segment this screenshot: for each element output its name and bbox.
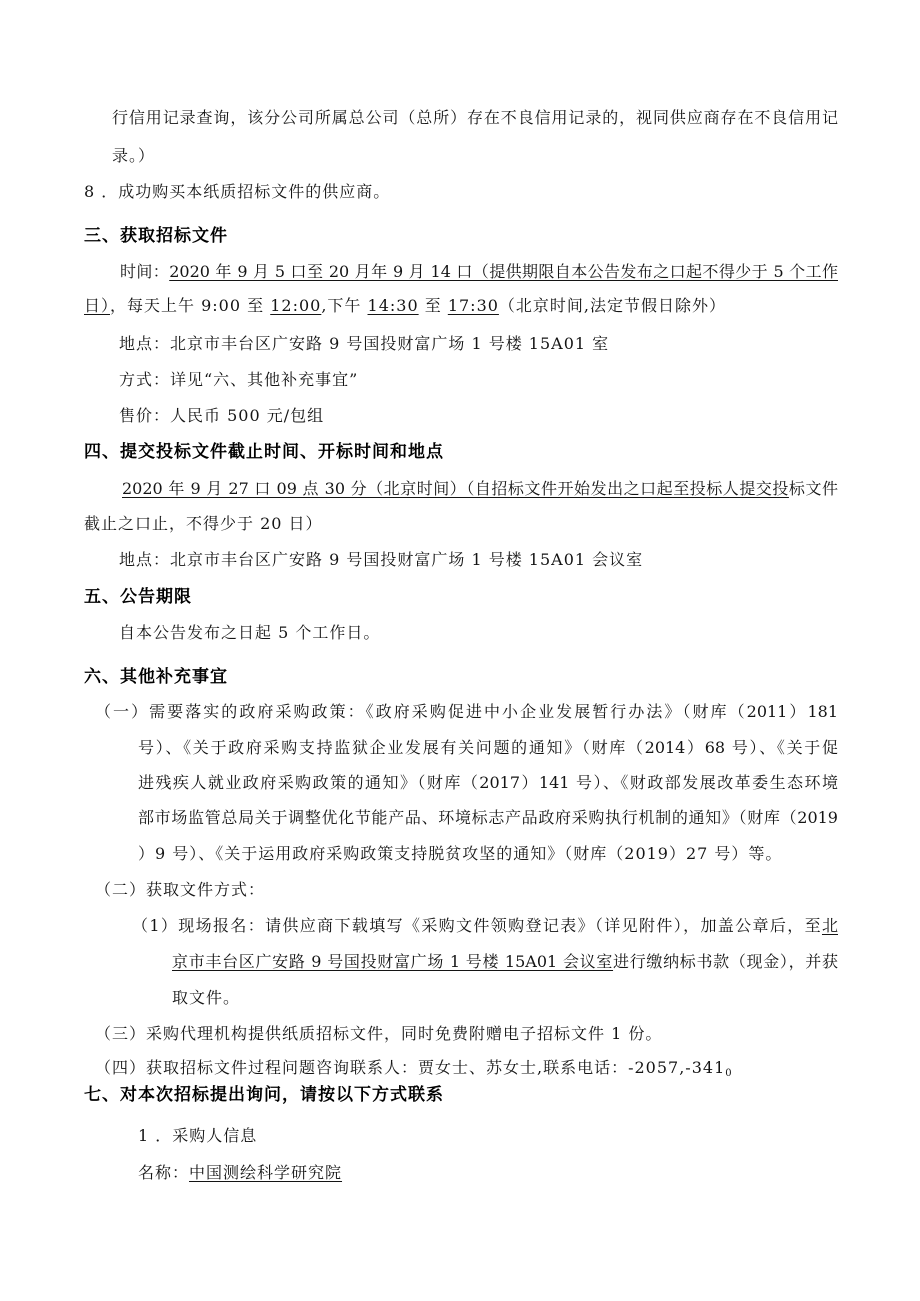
onsite-payment-text: 进行缴纳标书款（现金），并获	[613, 952, 838, 971]
acquisition-hours-line	[84, 294, 726, 318]
acquisition-mode-title: （二）获取文件方式：	[95, 880, 266, 899]
time-note: （北京时间,法定节假日除外）	[498, 296, 727, 315]
deadline-line-1	[122, 477, 838, 501]
deadline-line-2: 截止之口止，不得少于 20 日）	[84, 514, 323, 533]
onsite-registration-text: （1）现场报名：请供应商下载填写《采购文件领购登记表》（详见附件），加盖公章后，至	[132, 916, 822, 935]
onsite-address-start: 北	[821, 916, 838, 935]
onsite-registration-line-3: 取文件。	[172, 988, 241, 1007]
notice-period-text: 自本公告发布之日起 5 个工作日。	[119, 623, 381, 642]
contact-suffix: 0	[725, 1068, 733, 1079]
daily-hours-text: ，每天上午 9:00 至	[110, 296, 271, 315]
afternoon-end-time: 17:30	[447, 296, 499, 315]
acquisition-method: 方式：详见“六、其他补充事宜”	[119, 370, 359, 389]
policy-line-4: 部市场监管总局关于调整优化节能产品、环境标志产品政府采购执行机制的通知》（财库（2019	[138, 808, 838, 827]
policy-line-5: ）9 号）、《关于运用政府采购政策支持脱贫攻坚的通知》（财库（2019）27 号）等。	[138, 844, 783, 863]
purchaser-name-value: 中国测绘科学研究院	[189, 1163, 343, 1182]
list-item-8: 8 ．成功购买本纸质招标文件的供应商。	[84, 182, 391, 201]
time-period: 2020 年 9 月 5 口至 20 月年 9 月 14 口（提供期限自本公告发布之口起不得少于 5 个工作	[169, 262, 838, 281]
onsite-registration-line-2	[172, 950, 838, 974]
time-period-end: 日）	[84, 296, 111, 315]
time-label: 时间：	[120, 262, 170, 281]
policy-line-3: 进残疾人就业政府采购政策的通知》（财库（2017）141 号）、《财政部发展改革委生态环境	[138, 773, 838, 792]
purchaser-name-line	[138, 1161, 342, 1185]
afternoon-start-time: 14:30	[367, 296, 419, 315]
to-text: 至	[418, 296, 448, 315]
document-price: 售价：人民币 500 元/包组	[119, 406, 325, 425]
section-heading-3: 三、获取招标文件	[84, 226, 228, 246]
afternoon-text: ,下午	[321, 296, 368, 315]
section-heading-7: 七、对本次招标提出询问，请按以下方式联系	[84, 1085, 444, 1105]
purchaser-name-label: 名称：	[138, 1163, 190, 1182]
onsite-address: 京市丰台区广安路 9 号国投财富广场 1 号楼 15A01 会议室	[172, 952, 614, 971]
paper-document-note: （三）采购代理机构提供纸质招标文件，同时免费附赠电子招标文件 1 份。	[95, 1024, 663, 1043]
deadline-text-tail: 标文件	[788, 479, 838, 498]
acquisition-time-line	[120, 260, 838, 284]
policy-line-2: 号）、《关于政府采购支持监狱企业发展有关问题的通知》（财库（2014）68 号）、《关于促	[138, 738, 838, 757]
onsite-registration-line-1	[132, 914, 838, 938]
continuation-line-2: 录。）	[112, 146, 156, 165]
noon-time: 12:00	[270, 296, 322, 315]
contact-text: （四）获取招标文件过程问题咨询联系人：贾女士、苏女士,联系电话：-2057,-341	[95, 1058, 726, 1077]
policy-line-1: （一）需要落实的政府采购政策：《政府采购促进中小企业发展暂行办法》（财库（2011）181	[95, 702, 838, 721]
opening-location: 地点：北京市丰台区广安路 9 号国投财富广场 1 号楼 15A01 会议室	[119, 550, 644, 569]
section-heading-6: 六、其他补充事宜	[84, 667, 228, 687]
section-heading-5: 五、公告期限	[84, 587, 192, 607]
section-heading-4: 四、提交投标文件截止时间、开标时间和地点	[84, 442, 444, 462]
acquisition-location: 地点：北京市丰台区广安路 9 号国投财富广场 1 号楼 15A01 室	[119, 334, 610, 353]
purchaser-info-title: 1 ．采购人信息	[138, 1126, 258, 1145]
deadline-datetime: 2020 年 9 月 27 口 09 点 30 分（北京时间）（自招标文件开始发出之口起至投标人提交投	[122, 479, 789, 498]
contact-line	[95, 1056, 733, 1080]
continuation-line-1: 行信用记录查询，该分公司所属总公司（总所）存在不良信用记录的，视同供应商存在不良信用记	[112, 108, 838, 127]
